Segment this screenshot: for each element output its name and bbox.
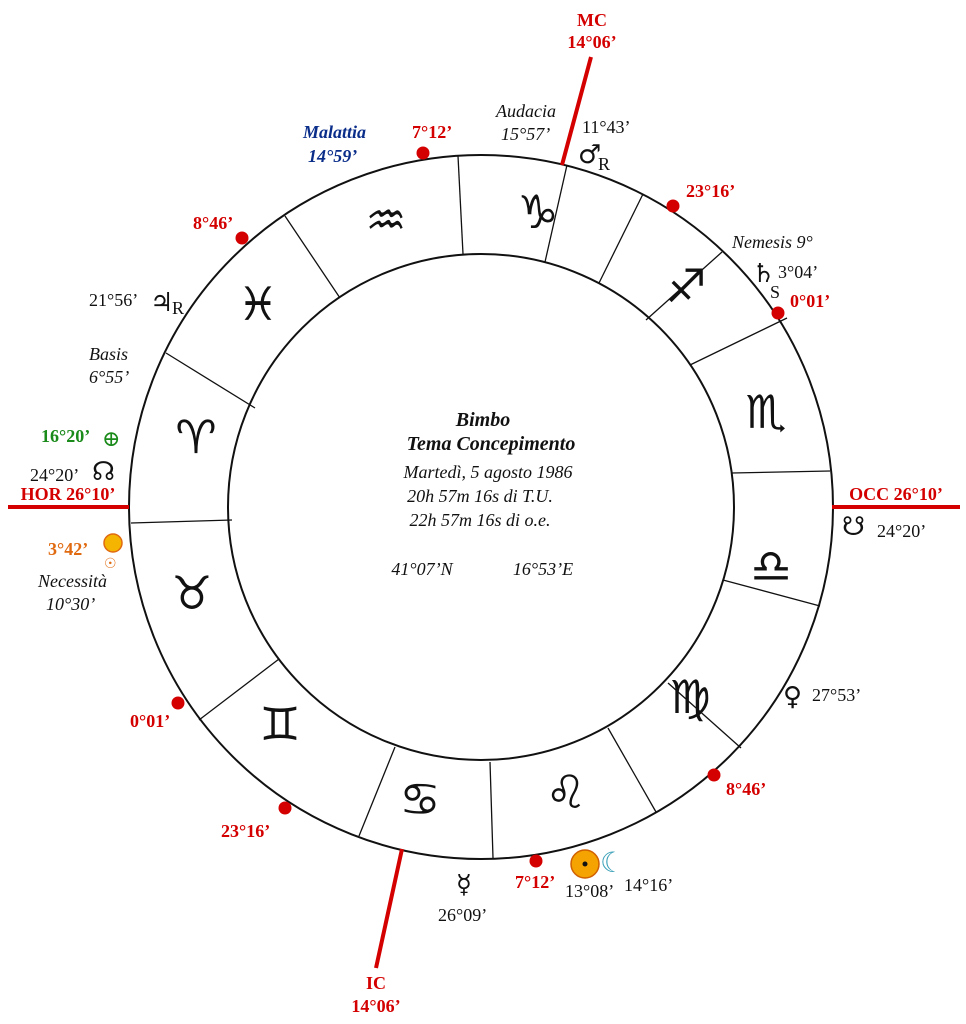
part-degree: 3°42’	[48, 539, 89, 559]
venus-icon: ♀	[783, 682, 803, 712]
gemini-icon: ♊	[259, 697, 301, 751]
south-node-icon: ☋	[842, 512, 866, 542]
jupiter-degree: 21°56’	[89, 290, 139, 310]
inner-ring	[228, 254, 734, 760]
chart-title: Tema Concepimento	[406, 433, 576, 455]
cusp-label-2: 23°16’	[686, 181, 736, 201]
house-dividers	[131, 156, 830, 858]
taurus-icon: ♉	[171, 566, 213, 620]
sun-center-icon	[583, 862, 588, 867]
lot-audacia-degree: 15°57’	[501, 124, 551, 144]
sun-degree: 13°08’	[565, 881, 615, 901]
lot-necessita-degree: 10°30’	[46, 594, 96, 614]
capricorn-icon: ♑	[517, 185, 559, 239]
south-node-degree: 24°20’	[877, 521, 927, 541]
lot-nemesis: Nemesis 9°	[732, 232, 813, 252]
cusp-label-4: 8°46’	[193, 213, 234, 233]
mars-retrograde: R	[598, 154, 611, 174]
aquarius-icon: ♒	[365, 193, 407, 247]
longitude: 16°53’E	[512, 559, 574, 579]
venus-degree: 27°53’	[812, 685, 862, 705]
leo-icon: ♌	[545, 765, 587, 819]
moon-degree: 14°16’	[624, 875, 674, 895]
mc-degree: 14°06’	[567, 32, 617, 52]
cusp-label-5: 0°01’	[130, 711, 171, 731]
outer-ring	[129, 155, 833, 859]
north-node-icon: ☊	[92, 457, 116, 487]
cusp-label-1: 7°12’	[412, 122, 453, 142]
ic-degree: 14°06’	[351, 996, 401, 1016]
north-node-degree: 24°20’	[30, 465, 80, 485]
mercury-icon: ☿	[456, 870, 472, 900]
pisces-icon: ♓	[237, 277, 279, 331]
ic-label: IC	[365, 973, 387, 993]
virgo-icon: ♍	[669, 670, 711, 724]
libra-icon: ♎	[750, 539, 792, 593]
chart-name: Bimbo	[455, 409, 511, 431]
sagittarius-icon: ♐	[665, 259, 707, 313]
lot-basis-name: Basis	[89, 344, 129, 364]
mars-icon: ♂	[578, 140, 602, 170]
latitude: 41°07’N	[391, 559, 453, 579]
hor-label: HOR 26°10’	[20, 484, 116, 504]
lot-malattia-degree: 14°59’	[308, 146, 358, 166]
cusp-label-3: 0°01’	[790, 291, 831, 311]
mars-degree: 11°43’	[582, 117, 631, 137]
lot-necessita-name: Necessità	[38, 571, 107, 591]
aries-icon: ♈	[175, 410, 217, 464]
occ-label: OCC 26°10’	[849, 484, 943, 504]
jupiter-retrograde: R	[172, 298, 185, 318]
part-icon: ☉	[104, 557, 117, 572]
saturn-icon: ♄	[752, 259, 776, 289]
cusp-label-6: 23°16’	[221, 821, 271, 841]
time-local: 22h 57m 16s di o.e.	[409, 510, 551, 530]
scorpio-icon: ♏	[745, 385, 787, 439]
lot-basis-degree: 6°55’	[89, 367, 130, 387]
fortune-icon: ⊕	[102, 426, 121, 451]
lot-malattia-name: Malattia	[303, 122, 367, 142]
ic-axis-line	[376, 849, 402, 968]
part-disc-icon	[104, 534, 122, 552]
lot-audacia-name: Audacia	[496, 101, 556, 121]
mc-label: MC	[577, 10, 607, 30]
time-ut: 20h 57m 16s di T.U.	[407, 486, 553, 506]
birth-date: Martedì, 5 agosto 1986	[403, 462, 573, 482]
saturn-degree: 3°04’	[778, 262, 819, 282]
jupiter-icon: ♃	[150, 288, 174, 318]
moon-icon: ☾	[600, 848, 626, 879]
saturn-stationary: S	[770, 282, 781, 302]
cusp-label-8: 8°46’	[726, 779, 767, 799]
cusp-label-7: 7°12’	[515, 872, 556, 892]
mercury-degree: 26°09’	[438, 905, 488, 925]
fortune-degree: 16°20’	[41, 426, 91, 446]
cancer-icon: ♋	[399, 772, 441, 826]
